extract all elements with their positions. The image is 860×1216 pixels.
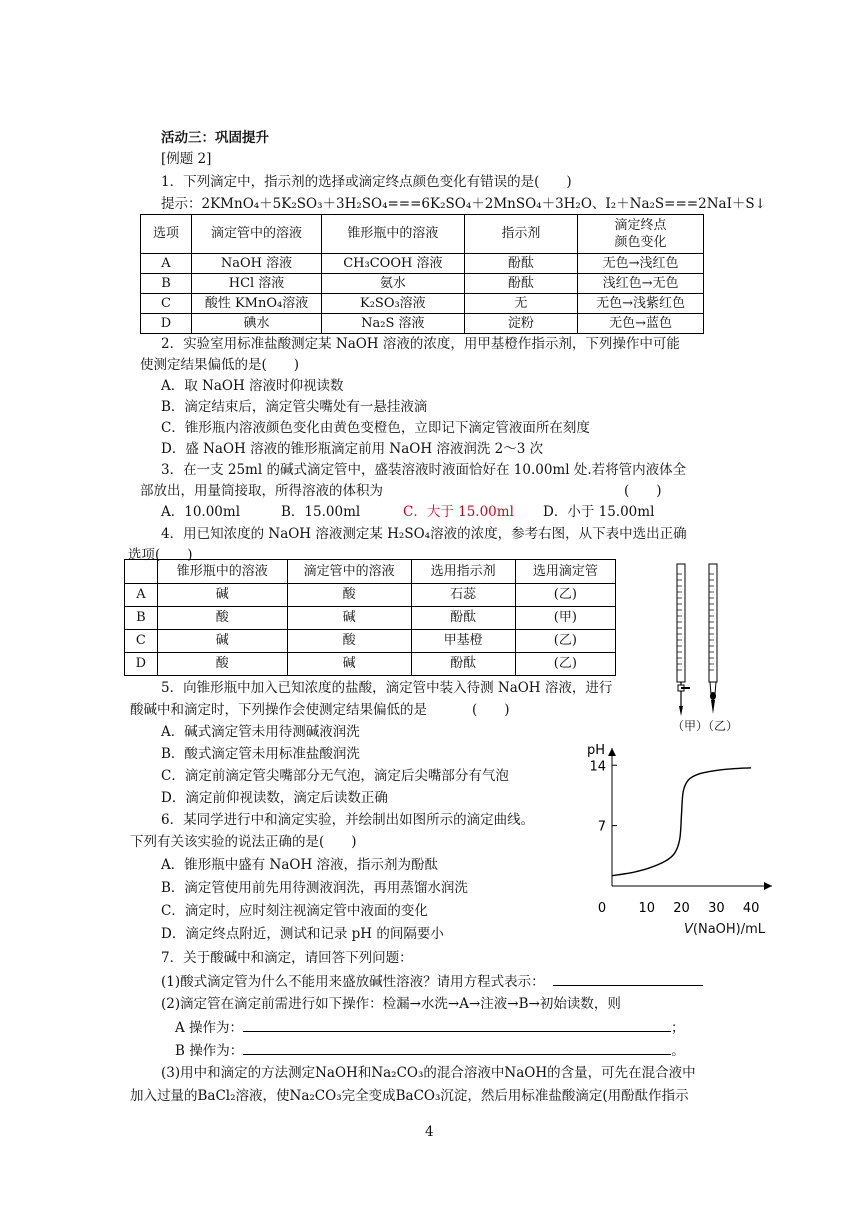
q1-cell: 无色→浅红色	[578, 254, 704, 274]
burettes-caption: （甲）（乙）	[672, 719, 739, 733]
q1-header-indicator: 指示剂	[464, 215, 577, 254]
q4-cell: 石蕊	[411, 584, 515, 607]
q1-cell: 淀粉	[464, 314, 577, 334]
q1-cell: 浅红色→无色	[578, 274, 704, 294]
activity-title: 活动三：巩固提升	[161, 130, 269, 146]
q2-option-c: C．锥形瓶内溶液颜色变化由黄色变橙色，立即记下滴定管液面所在刻度	[161, 420, 590, 436]
q5-option-c: C．滴定前滴定管尖嘴部分无气泡，滴定后尖嘴部分有气泡	[161, 768, 509, 784]
q5-option-d: D．滴定前仰视读数，滴定后读数正确	[161, 790, 388, 806]
q4-cell: 碱	[157, 584, 287, 607]
y-tick-label: 7	[597, 819, 606, 835]
q7-b-label: B 操作为：	[175, 1043, 244, 1059]
q7-a-answer-blank[interactable]	[243, 1017, 671, 1032]
q5-option-b: B．酸式滴定管未用标准盐酸润洗	[161, 746, 360, 762]
q6-stem-line1: 6．某同学进行中和滴定实验，并绘制出如图所示的滴定曲线。	[161, 812, 535, 828]
x-tick-label: 40	[742, 901, 760, 916]
q7-part2-a	[175, 1017, 685, 1038]
q4-cell: A	[125, 584, 158, 607]
q1-cell: D	[141, 314, 192, 334]
titration-curve-line	[612, 768, 751, 876]
q1-cell: 酸性 KMnO₄溶液	[191, 294, 321, 314]
q4-header-burette: 滴定管中的溶液	[287, 560, 411, 584]
q5-option-a: A．碱式滴定管未用待测碱液润洗	[161, 724, 360, 740]
q7-part2: (2)滴定管在滴定前需进行如下操作：检漏→水洗→A→注液→B→初始读数，则	[161, 996, 621, 1012]
q3-option-d: D．小于 15.00ml	[543, 504, 655, 520]
table-row	[125, 584, 616, 607]
q1-header-endpoint-line2: 颜色变化	[614, 235, 667, 250]
q1-cell: K₂SO₃溶液	[322, 294, 465, 314]
q1-header-endpoint-line1: 滴定终点	[614, 218, 667, 233]
burette-yi	[709, 564, 717, 714]
q1-cell: 无	[464, 294, 577, 314]
q1-header-burette: 滴定管中的溶液	[191, 215, 321, 254]
q3-stem-line2: 部放出，用量筒接取，所得溶液的体积为	[140, 483, 383, 499]
q6-option-c: C．滴定时，应时刻注视滴定管中液面的变化	[161, 903, 428, 919]
q7-part1-answer-blank[interactable]	[553, 971, 703, 986]
q4-header-indicator: 选用指示剂	[411, 560, 515, 584]
q7-b-answer-blank[interactable]	[243, 1040, 671, 1055]
x-tick-label: 20	[673, 901, 690, 916]
q4-cell: 酸	[287, 584, 411, 607]
y-axis-label: pH	[587, 743, 606, 758]
q1-cell: Na₂S 溶液	[322, 314, 465, 334]
x-tick-label: 30	[708, 901, 725, 916]
q1-cell: A	[141, 254, 192, 274]
q4-cell: (乙)	[515, 584, 615, 607]
q1-cell: 氨水	[322, 274, 465, 294]
q7-part3-line1: (3)用中和滴定的方法测定NaOH和Na₂CO₃的混合溶液中NaOH的含量，可先在混合液中	[161, 1065, 696, 1081]
q1-cell: C	[141, 294, 192, 314]
q4-cell: C	[125, 630, 158, 653]
x-axis-label	[684, 920, 765, 940]
q4-cell: (甲)	[515, 607, 615, 630]
q7-a-semicolon: ；	[671, 1020, 685, 1036]
table-row	[141, 254, 704, 274]
q3-stem-line1: 3．在一支 25ml 的碱式滴定管中，盛装溶液时液面恰好在 10.00ml 处.若将管内液体全	[161, 462, 687, 478]
q7-part2-b	[175, 1040, 685, 1061]
q4-table	[124, 559, 616, 676]
q2-option-d: D．盛 NaOH 溶液的锥形瓶滴定前用 NaOH 溶液润洗 2～3 次	[161, 441, 544, 457]
q6-option-b: B．滴定管使用前先用待测液润洗，再用蒸馏水润洗	[161, 880, 468, 896]
q4-cell: (乙)	[515, 630, 615, 653]
table-row	[125, 630, 616, 653]
titration-curve-chart	[584, 738, 784, 944]
q1-cell: B	[141, 274, 192, 294]
q3-option-b: B．15.00ml	[281, 504, 361, 520]
q2-option-a: A．取 NaOH 溶液时仰视读数	[161, 378, 344, 394]
x-axis-label-v: V	[684, 922, 693, 937]
q6-option-a: A．锥形瓶中盛有 NaOH 溶液，指示剂为酚酞	[161, 857, 439, 873]
q1-cell: 酚酞	[464, 274, 577, 294]
burettes-figure	[660, 556, 740, 726]
q3-answer-paren: ( )	[624, 483, 662, 499]
q4-header-flask: 锥形瓶中的溶液	[157, 560, 287, 584]
q4-stem-line1: 4．用已知浓度的 NaOH 溶液测定某 H₂SO₄溶液的浓度，参考右图，从下表中选出正确	[161, 526, 687, 542]
q6-stem-line2: 下列有关该实验的说法正确的是( )	[130, 834, 357, 850]
q1-header-endpoint	[578, 215, 704, 254]
q1-cell: 无色→浅紫红色	[578, 294, 704, 314]
q7-part1	[161, 971, 703, 992]
q1-cell: 无色→蓝色	[578, 314, 704, 334]
table-row	[125, 607, 616, 630]
q5-stem-line2: 酸碱中和滴定时，下列操作会使测定结果偏低的是	[130, 702, 427, 718]
q6-option-d: D．滴定终点附近，测试和记录 pH 的间隔要小	[161, 926, 444, 942]
y-axis-arrow	[608, 748, 616, 756]
q7-stem: 7．关于酸碱中和滴定，请回答下列问题：	[161, 950, 413, 966]
q1-cell: 酚酞	[464, 254, 577, 274]
q4-header-blank	[125, 560, 158, 584]
q1-cell: CH₃COOH 溶液	[322, 254, 465, 274]
q4-cell: 酸	[287, 630, 411, 653]
q4-cell: B	[125, 607, 158, 630]
q3-option-a: A．10.00ml	[161, 504, 241, 520]
q7-part3-line2: 加入过量的BaCl₂溶液，使Na₂CO₃完全变成BaCO₃沉淀，然后用标准盐酸滴定(用酚酞作指示	[130, 1088, 689, 1104]
q4-cell: 甲基橙	[411, 630, 515, 653]
q1-header-option: 选项	[141, 215, 192, 254]
table-row	[125, 653, 616, 676]
table-row	[141, 294, 704, 314]
q4-cell: 碱	[287, 653, 411, 676]
q4-cell: 碱	[287, 607, 411, 630]
q7-a-label: A 操作为：	[175, 1020, 244, 1036]
table-row	[141, 314, 704, 334]
q1-header-flask: 锥形瓶中的溶液	[322, 215, 465, 254]
q2-option-b: B．滴定结束后，滴定管尖嘴处有一悬挂液滴	[161, 399, 428, 415]
q1-cell: HCl 溶液	[191, 274, 321, 294]
table-row	[141, 274, 704, 294]
q4-cell: 碱	[157, 630, 287, 653]
q7-b-period: 。	[671, 1043, 685, 1059]
q4-stem-line2: 选项( )	[128, 547, 193, 563]
q1-stem: 1．下列滴定中，指示剂的选择或滴定终点颜色变化有错误的是( )	[161, 174, 572, 190]
q2-stem-line1: 2．实验室用标准盐酸测定某 NaOH 溶液的浓度，用甲基橙作指示剂，下列操作中可能	[161, 336, 680, 352]
q2-stem-line2: 使测定结果偏低的是( )	[140, 357, 300, 373]
q3-option-c: C．大于 15.00ml	[403, 504, 514, 520]
page-number: 4	[425, 1124, 434, 1140]
q4-cell: 酸	[157, 607, 287, 630]
q1-cell: NaOH 溶液	[191, 254, 321, 274]
q4-cell: 酸	[157, 653, 287, 676]
q4-cell: D	[125, 653, 158, 676]
x-tick-label: 0	[597, 901, 607, 916]
x-axis-label-rest: (NaOH)/mL	[692, 922, 766, 937]
q5-stem-line1: 5．向锥形瓶中加入已知浓度的盐酸，滴定管中装入待测 NaOH 溶液，进行	[161, 680, 613, 696]
q7-part1-text: (1)酸式滴定管为什么不能用来盛放碱性溶液？请用方程式表示：	[161, 974, 545, 990]
x-tick-label: 10	[638, 901, 656, 916]
q4-header-tube: 选用滴定管	[515, 560, 615, 584]
q1-hint: 提示：2KMnO₄＋5K₂SO₃＋3H₂SO₄===6K₂SO₄＋2MnSO₄＋3H₂O、I₂＋Na₂S===2NaI＋S↓	[161, 196, 766, 212]
q4-cell: (乙)	[515, 653, 615, 676]
example-label: [例题 2]	[161, 151, 212, 167]
q1-cell: 碘水	[191, 314, 321, 334]
q5-answer-paren: ( )	[472, 702, 510, 718]
y-tick-label: 14	[589, 759, 606, 775]
q4-cell: 酚酞	[411, 607, 515, 630]
burette-jia	[677, 564, 690, 716]
x-axis-arrow	[764, 882, 772, 890]
q4-cell: 酚酞	[411, 653, 515, 676]
q1-table	[140, 214, 704, 334]
